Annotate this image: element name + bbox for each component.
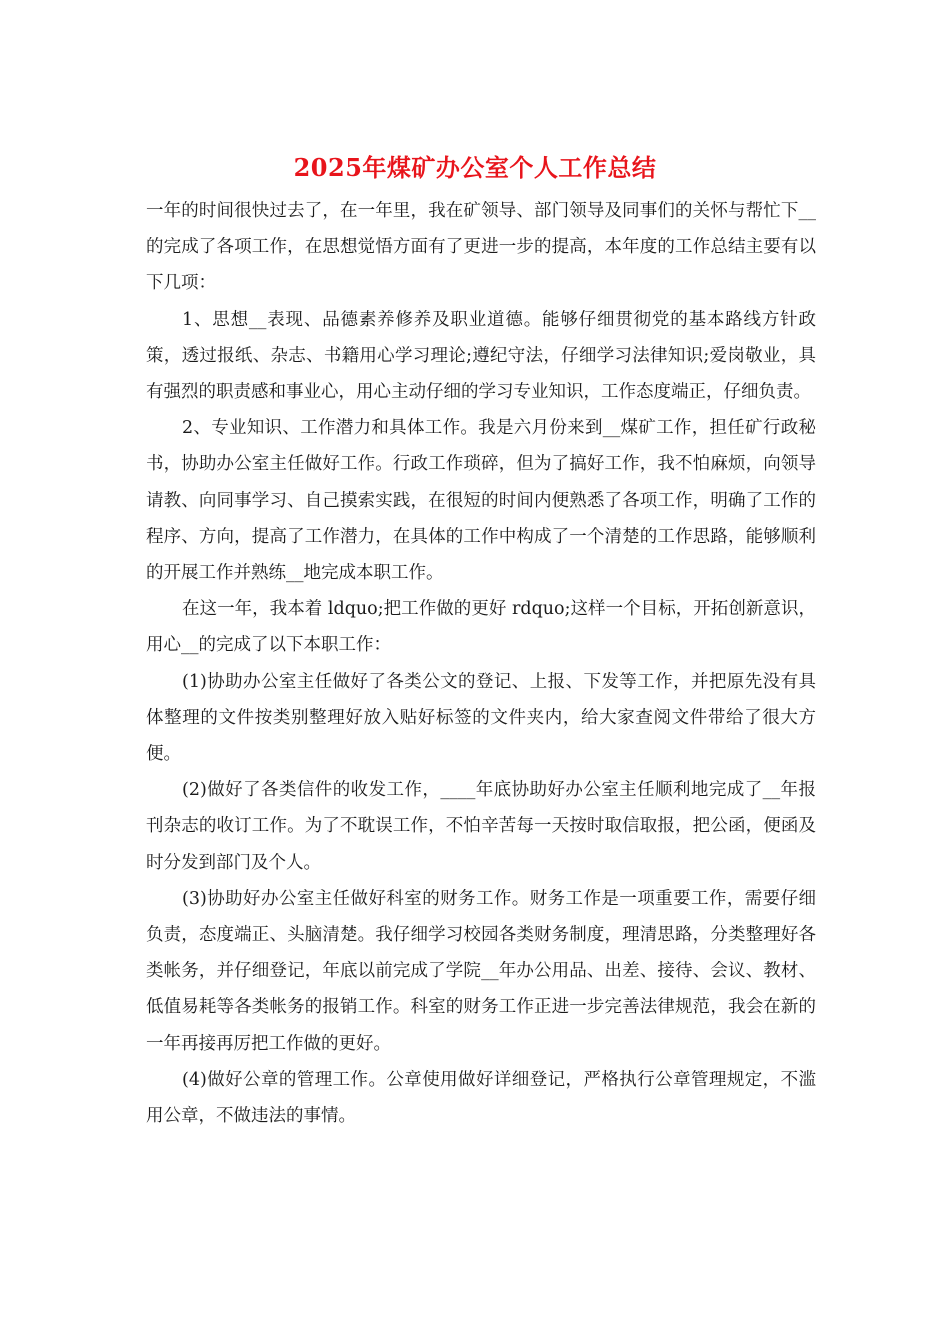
paragraph-duty-4: (4)做好公章的管理工作。公章使用做好详细登记，严格执行公章管理规定，不滥用公章，不做违法的事情。 <box>146 1069 816 1127</box>
paragraph-duty-2: (2)做好了各类信件的收发工作，____年底协助好办公室主任顺利地完成了__年报刊杂志的收订工作。为了不耽误工作，不怕辛苦每一天按时取信取报，把公函，便函及时分发到部门及个人。 <box>146 780 816 873</box>
paragraph-intro: 一年的时间很快过去了，在一年里，我在矿领导、部门领导及同事们的关怀与帮忙下__的完成了各项工作，在思想觉悟方面有了更进一步的提高，本年度的工作总结主要有以下几项： <box>146 201 816 294</box>
paragraph-year-goal: 在这一年，我本着 ldquo;把工作做的更好 rdquo;这样一个目标，开拓创新意识，用心__的完成了以下本职工作： <box>146 599 816 656</box>
paragraph-item-1: 1、思想__表现、品德素养修养及职业道德。能够仔细贯彻党的基本路线方针政策，透过报纸、杂志、书籍用心学习理论;遵纪守法，仔细学习法律知识;爱岗敬业，具有强烈的职责感和事业心，用心主动仔细的学习专业知识，工作态度端正，仔细负责。 <box>146 309 816 403</box>
paragraph-duty-3: (3)协助好办公室主任做好科室的财务工作。财务工作是一项重要工作，需要仔细负责，态度端正、头脑清楚。我仔细学习校园各类财务制度，理清思路，分类整理好各类帐务，并仔细登记，年底以前完成了学院__年办公用品、出差、接待、会议、教材、低值易耗等各类帐务的报销工作。科室的财务工作正进一步完善法律规范，我会在新的一年再接再厉把工作做的更好。 <box>146 888 816 1054</box>
paragraph-duty-1: (1)协助办公室主任做好了各类公文的登记、上报、下发等工作，并把原先没有具体整理的文件按类别整理好放入贴好标签的文件夹内，给大家查阅文件带给了很大方便。 <box>146 671 816 765</box>
document-body <box>146 193 816 1134</box>
paragraph-item-2: 2、专业知识、工作潜力和具体工作。我是六月份来到__煤矿工作，担任矿行政秘书，协助办公室主任做好工作。行政工作琐碎，但为了搞好工作，我不怕麻烦，向领导请教、向同事学习、自己摸索实践，在很短的时间内便熟悉了各项工作，明确了工作的程序、方向，提高了工作潜力，在具体的工作中构成了一个清楚的工作思路，能够顺利的开展工作并熟练__地完成本职工作。 <box>146 418 816 584</box>
document-title: 2025年煤矿办公室个人工作总结 <box>293 153 657 182</box>
